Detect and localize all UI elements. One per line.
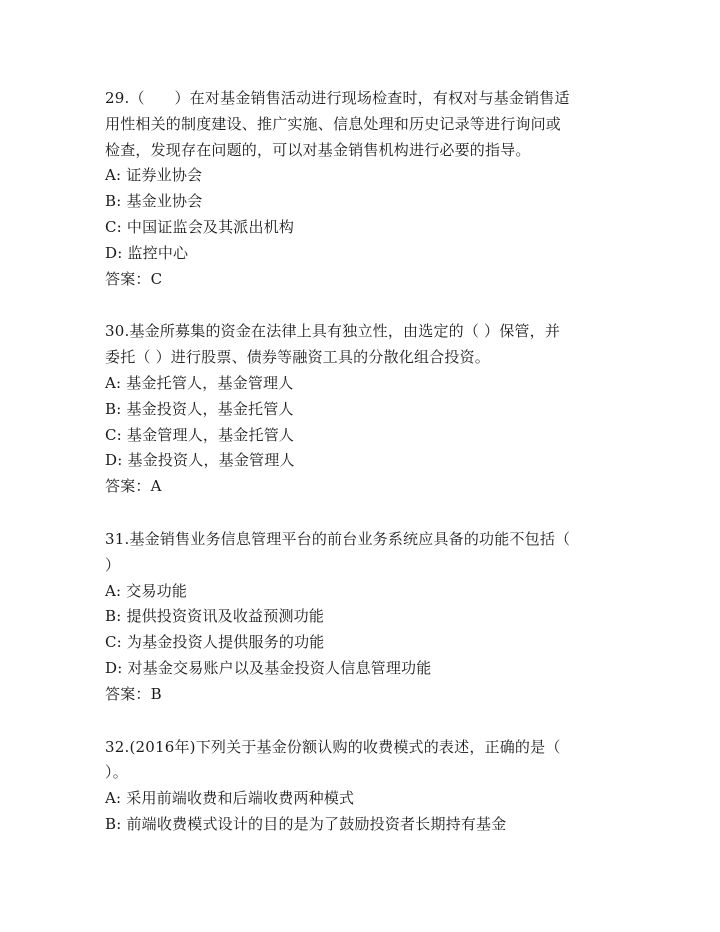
question-32 [105, 735, 625, 838]
option-b: B: 基金投资人，基金托管人 [105, 399, 294, 418]
question-stem-line: 32.(2016年)下列关于基金份额认购的收费模式的表述，正确的是（ [105, 737, 561, 756]
question-29 [105, 86, 625, 292]
option-b: B: 提供投资资讯及收益预测功能 [105, 607, 325, 626]
answer-line: 答案：A [105, 477, 162, 496]
option-c: C: 中国证监会及其派出机构 [105, 217, 295, 236]
option-b: B: 基金业协会 [105, 192, 203, 211]
option-a: A: 采用前端收费和后端收费两种模式 [105, 789, 355, 808]
option-d: D: 对基金交易账户以及基金投资人信息管理功能 [105, 658, 432, 677]
question-stem-line: ） [105, 555, 121, 574]
question-stem-line: 用性相关的制度建设、推广实施、信息处理和历史记录等进行询问或 [105, 114, 562, 133]
option-d: D: 监控中心 [105, 243, 189, 262]
option-a: A: 交易功能 [105, 581, 188, 600]
answer-line: 答案：C [105, 269, 163, 288]
document-page [105, 86, 625, 865]
option-d: D: 基金投资人，基金管理人 [105, 451, 295, 470]
question-31 [105, 527, 625, 708]
option-b: B: 前端收费模式设计的目的是为了鼓励投资者长期持有基金 [105, 814, 507, 833]
question-stem-line: 检查，发现存在问题的，可以对基金销售机构进行必要的指导。 [105, 140, 531, 159]
question-30 [105, 319, 625, 500]
question-stem-line: 30.基金所募集的资金在法律上具有独立性，由选定的（ ）保管，并 [105, 322, 561, 341]
question-stem-line: 委托（ ）进行股票、债券等融资工具的分散化组合投资。 [105, 348, 490, 367]
option-a: A: 证券业协会 [105, 166, 203, 185]
question-stem-line: 29.（ ）在对基金销售活动进行现场检查时，有权对与基金销售适 [105, 89, 570, 107]
question-stem-line: 31.基金销售业务信息管理平台的前台业务系统应具备的功能不包括（ [105, 529, 571, 548]
option-c: C: 为基金投资人提供服务的功能 [105, 633, 325, 652]
question-stem-line: ）。 [105, 763, 128, 782]
option-c: C: 基金管理人，基金托管人 [105, 425, 295, 444]
answer-line: 答案：B [105, 684, 162, 703]
option-a: A: 基金托管人，基金管理人 [105, 373, 294, 392]
